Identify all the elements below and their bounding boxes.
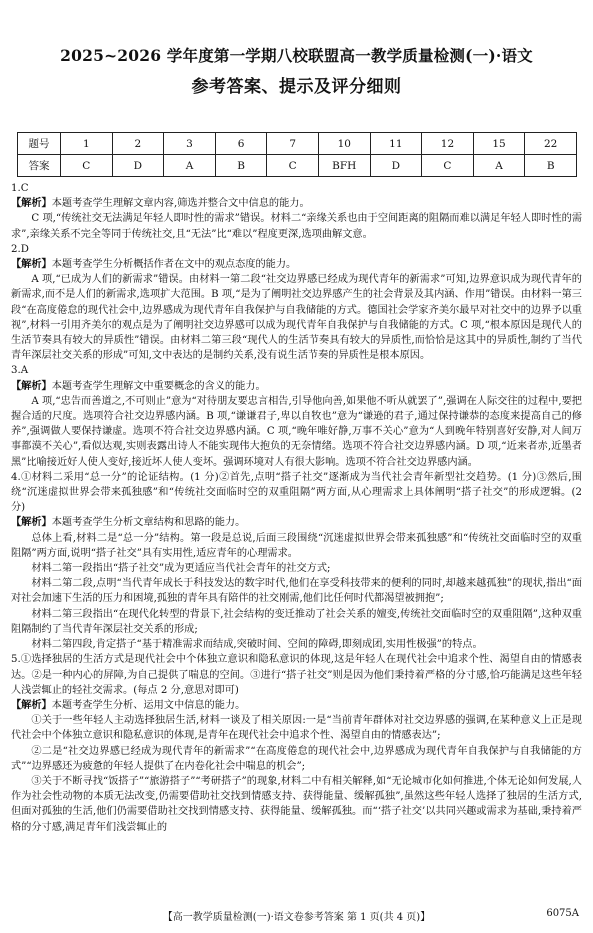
answer-cell: C <box>422 155 474 177</box>
analysis-paragraph <box>11 379 582 394</box>
question-number-cell: 12 <box>422 133 474 155</box>
page-footer: 【高一教学质量检测(一)·语文卷参考答案 第 1 页(共 4 页)】 <box>162 912 431 923</box>
question-number-cell: 22 <box>525 133 577 155</box>
question-number-row <box>18 133 577 155</box>
explanation-paragraph: ③关于不断寻找“饭搭子”“旅游搭子”“考研搭子”的现象,材料二中有相关解释,如“无论城市化如何推进,个体无论如何发展,人作为社会性动物的本质无法改变,仍需要借助社交找到情感支持、获得能量、缓解孤独”,虽然这些年轻人选择了独居的生活方式,但面对孤独的生活,他们仍需要借助社交找到情感支持、获得能量、缓解孤独。而“‘搭子社交’以共同兴趣或需求为基础,秉持着严格的分寸感,满足青年们浅尝辄止的 <box>11 775 582 833</box>
analysis-tag: 【解析】 <box>11 197 52 210</box>
question-number-cell: 1 <box>61 133 113 155</box>
analysis-paragraph <box>11 257 582 272</box>
page-subtitle: 参考答案、提示及评分细则 <box>191 77 402 97</box>
analysis-tag: 【解析】 <box>11 516 52 529</box>
analysis-tag: 【解析】 <box>11 379 52 392</box>
explanation-paragraph: A 项,“已成为人们的新需求”错误。由材料一第二段“社交边界感已经成为现代青年的新需求”可知,边界意识成为现代青年的新需求,而不是人们的新需求,选项扩大范围。B 项,“是为了阐明社交边界感产生的社会背景及其内涵、作用”错误。由材料一第三段“在高度倦怠的现代社会中,边界感成为现代青年自我保护与自我储能的方式。德国社会学家齐美尔最早对社交中的边界予以重视”,材料一引用齐美尔的观点是为了阐明社交边界感可以成为现代青年自我保护与自我储能的方式。C 项,“根本原因是现代人的生活节奏具有较大的异质性”错误。由材料二第三段“现代人的生活节奏具有较大的异质性,而恰恰是这其中的异质性,制约了当代青年深层社交关系的形成”可知,文中表达的是制约关系,没有说生活节奏的异质性是根本原因。 <box>11 274 582 362</box>
answer-paragraph: 4.①材料二采用“总一分”的论证结构。(1 分)②首先,点明“搭子社交”逐渐成为当代社会青年新型社交趋势。(1 分)③然后,围绕“沉迷虚拟世界会带来孤独感”和“传统社交面临时空的双重阻隔”两方面,从心理需求上具体阐明“搭子社交”的形成逻辑。(2 分) <box>11 471 582 514</box>
analysis-paragraph <box>11 698 582 713</box>
explanation-paragraph: ②二是“社交边界感已经成为现代青年的新需求”“在高度倦怠的现代社会中,边界感成为现代青年自我保护与自我储能的方式”“边界感还为疲惫的年轻人提供了在内卷化社会中喘息的机会”; <box>11 745 582 772</box>
answer-paragraph: 1.C <box>11 183 29 194</box>
question-number-cell: 3 <box>164 133 216 155</box>
document-code: 6075A <box>546 908 579 919</box>
question-number-cell: 7 <box>267 133 319 155</box>
analysis-text: 本题考查学生分析、运用文中信息的能力。 <box>51 699 246 711</box>
analysis-paragraph <box>11 196 582 211</box>
explanation-paragraph: 材料二第一段指出“搭子社交”成为更适应当代社会青年的社交方式; <box>31 563 331 575</box>
answer-cell: D <box>370 155 422 177</box>
explanation-paragraph: ①关于一些年轻人主动选择独居生活,材料一谈及了相关原因:一是“当前青年群体对社交边界感的强调,在某种意义上正是现代社会中个体独立意识和隐私意识的体现,是青年在现代社会中追求个性、渴望自由的情感表达”; <box>11 715 582 742</box>
question-number-cell: 2 <box>112 133 164 155</box>
answer-table <box>17 132 577 177</box>
analysis-text: 本题考查学生理解文中重要概念的含义的能力。 <box>51 380 266 392</box>
analysis-tag: 【解析】 <box>11 698 52 711</box>
answer-paragraph: 3.A <box>11 365 29 377</box>
row-header-answer: 答案 <box>18 155 61 177</box>
analysis-text: 本题考查学生理解文章内容,筛选并整合文中信息的能力。 <box>51 198 310 210</box>
explanation-paragraph: 材料二第二段,点明“当代青年成长于科技发达的数字时代,他们在享受科技带来的便利的同时,却越来越孤独”的现状,指出“面对社会加速下生活的压力和困境,孤独的青年具有陪伴的社交刚需,他们比任何时代都渴望被拥抱”; <box>11 578 582 605</box>
answer-cell: A <box>164 155 216 177</box>
analysis-text: 本题考查学生分析文章结构和思路的能力。 <box>51 517 246 529</box>
question-number-cell: 6 <box>215 133 267 155</box>
explanation-paragraph: 材料二第三段指出“在现代化转型的背景下,社会结构的变迁推动了社会关系的嬗变,传统社交面临时空的双重阻隔”,这种双重阻隔制约了当代青年深层社交关系的形成; <box>11 608 582 635</box>
explanation-paragraph: A 项,“忠告而善道之,不可则止”意为“对待朋友要忠言相告,引导他向善,如果他不听从就罢了”,强调在人际交往的过程中,要把握合适的尺度。选项符合社交边界感内涵。B 项,“谦谦君子,卑以自牧也”意为“谦逊的君子,通过保持谦恭的态度来提高自己的修养”,强调做人要保持谦虚。选项不符合社交边界感内涵。C 项,“晚年唯好静,万事不关心”意为“人到晚年特别喜好安静,对人间万事都漠不关心”,看似达观,实则表露出诗人不能实现伟大抱负的无奈情绪。选项不符合社交边界感内涵。D 项,“近来者赤,近墨者黑”比喻接近好人使人变好,接近坏人使人变坏。强调环境对人有很大影响。选项不符合社交边界感内涵。 <box>11 395 582 468</box>
answer-paragraph: 2.D <box>11 243 29 255</box>
explanation-paragraph: C 项,“传统社交无法满足年轻人即时性的需求”错误。材料二“亲缘关系也由于空间距离的阻隔而难以满足年轻人即时性的需求”,亲缘关系不完全等同于传统社交,且“无法”比“难以”程度更深,选项曲解文意。 <box>11 213 582 240</box>
analysis-tag: 【解析】 <box>11 258 52 271</box>
answer-cell: A <box>473 155 525 177</box>
analysis-text: 本题考查学生分析概括作者在文中的观点态度的能力。 <box>51 259 297 271</box>
question-number-cell: 10 <box>318 133 370 155</box>
answer-cell: B <box>215 155 267 177</box>
answer-row <box>18 155 577 177</box>
answer-paragraph: 5.①选择独居的生活方式是现代社会中个体独立意识和隐私意识的体现,这是年轻人在现代社会中追求个性、渴望自由的情感表达。②是一种内心的屏障,为自己提供了喘息的空间。③进行“搭子社交”则是因为他们秉持着严格的分寸感,恰巧能满足这些年轻人浅尝辄止的轻社交需求。(每点 2 分,意思对即可) <box>11 654 582 696</box>
answer-cell: D <box>112 155 164 177</box>
question-number-cell: 11 <box>370 133 422 155</box>
explanation-paragraph: 材料二第四段,肯定搭子“基于精准需求而结成,突破时间、空间的障碍,即刻成团,实用性极强”的特点。 <box>31 639 483 651</box>
answer-cell: BFH <box>318 155 370 177</box>
analysis-paragraph <box>11 515 582 530</box>
row-header-number: 题号 <box>18 133 61 155</box>
answer-cell: B <box>525 155 577 177</box>
explanations <box>11 181 582 835</box>
answer-cell: C <box>267 155 319 177</box>
page-title: 2025~2026 学年度第一学期八校联盟高一教学质量检测(一)·语文 <box>60 46 533 65</box>
explanation-paragraph: 总体上看,材料二是“总一分”结构。第一段是总说,后面三段围绕“沉迷虚拟世界会带来孤独感”和“传统社交面临时空的双重阻隔”两方面,说明“搭子社交”具有实用性,适应青年的心理需求。 <box>11 532 582 559</box>
question-number-cell: 15 <box>473 133 525 155</box>
answer-cell: C <box>61 155 113 177</box>
